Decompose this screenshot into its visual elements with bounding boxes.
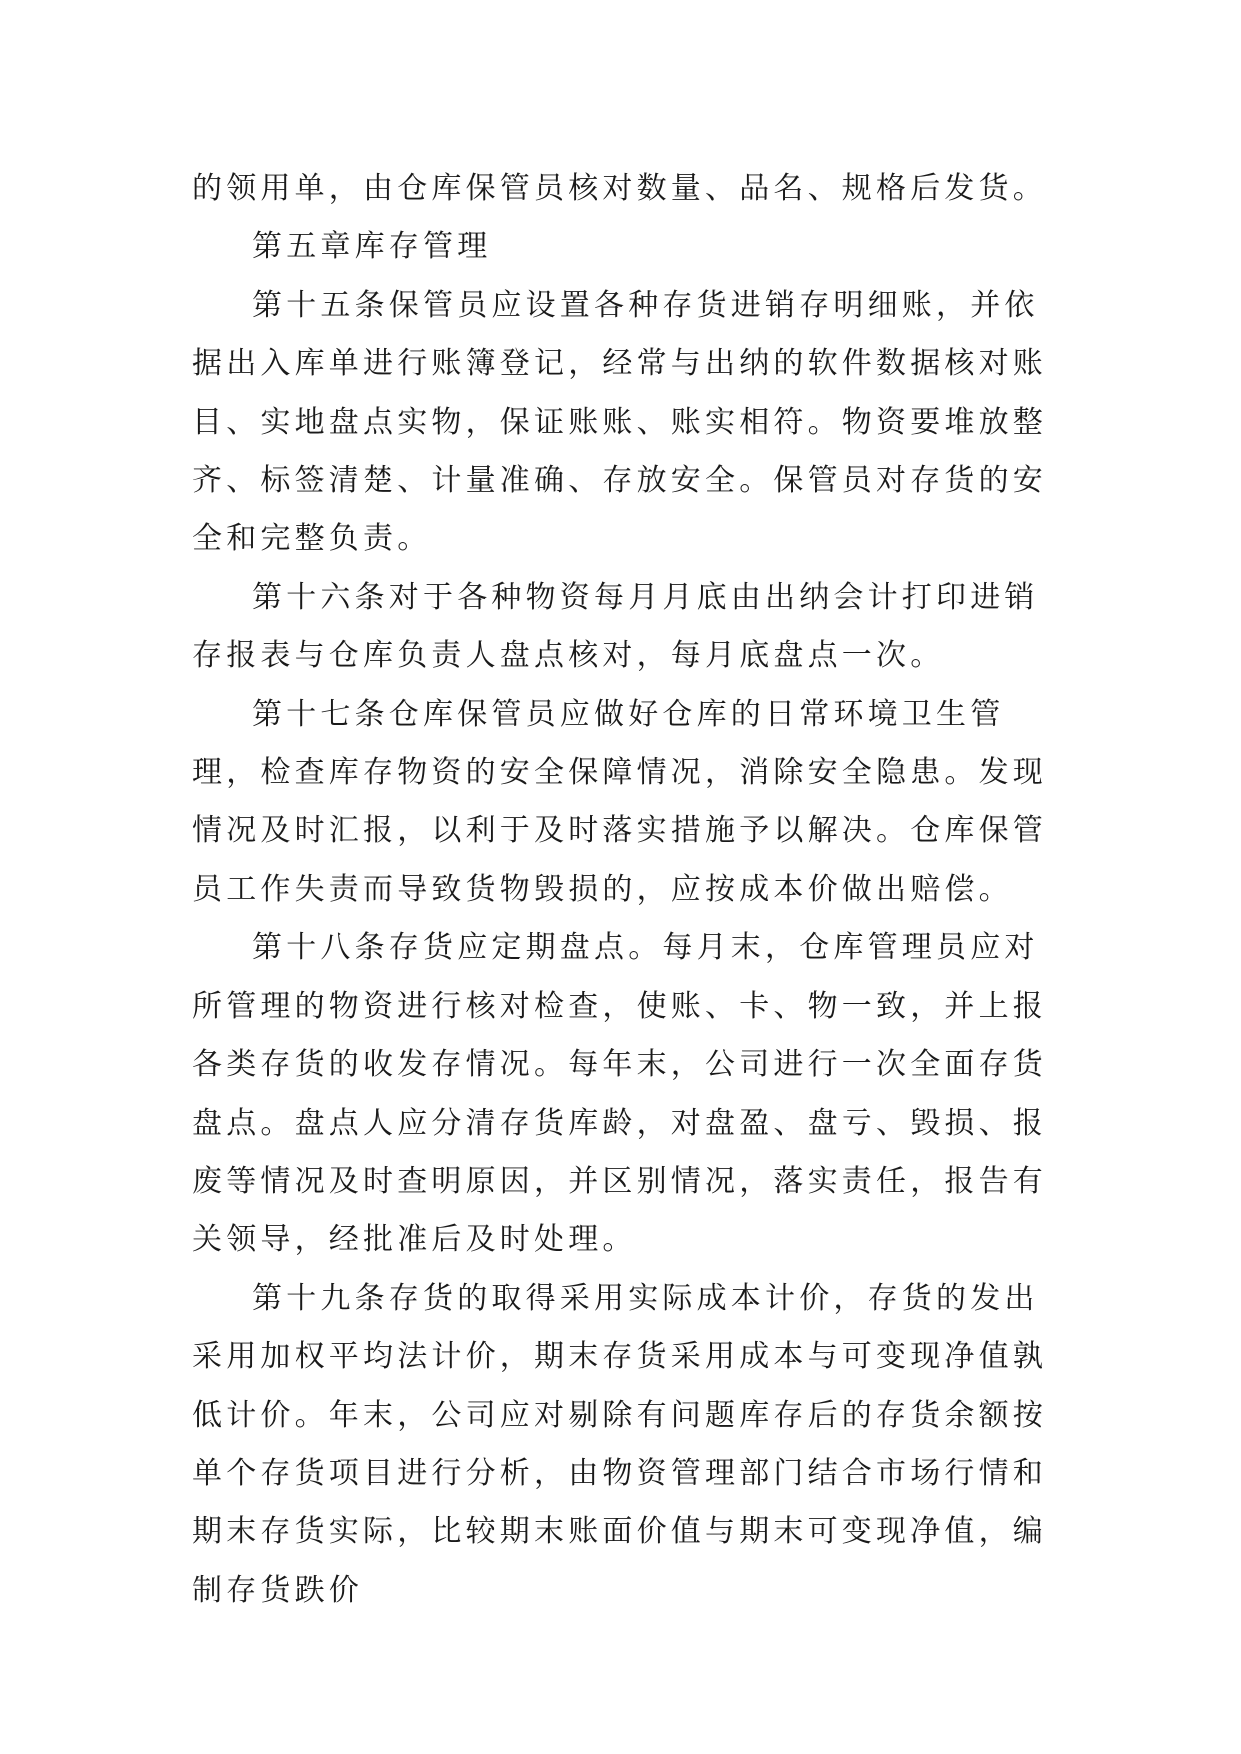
article-18: 第十八条存货应定期盘点。每月末，仓库管理员应对所管理的物资进行核对检查，使账、卡、物一致，并上报各类存货的收发存情况。每年末，公司进行一次全面存货盘点。盘点人应分清存货库龄，对盘盈、盘亏、毁损、报废等情况及时查明原因，并区别情况，落实责任，报告有关领导，经批准后及时处理。 — [192, 930, 1047, 1258]
document-body — [192, 160, 1052, 1620]
article-16: 第十六条对于各种物资每月月底由出纳会计打印进销存报表与仓库负责人盘点核对，每月底盘点一次。 — [192, 579, 1039, 674]
paragraph-continuation: 的领用单，由仓库保管员核对数量、品名、规格后发货。 — [192, 171, 1047, 206]
article-17: 第十七条仓库保管员应做好仓库的日常环境卫生管理，检查库存物资的安全保障情况，消除安全隐患。发现情况及时汇报，以利于及时落实措施予以解决。仓库保管员工作失责而导致货物毁损的，应按成本价做出赔偿。 — [192, 696, 1047, 907]
article-15: 第十五条保管员应设置各种存货进销存明细账，并依据出入库单进行账簿登记，经常与出纳的软件数据核对账目、实地盘点实物，保证账账、账实相符。物资要堆放整齐、标签清楚、计量准确、存放安全。保管员对存货的安全和完整负责。 — [192, 287, 1047, 557]
article-19: 第十九条存货的取得采用实际成本计价，存货的发出采用加权平均法计价，期末存货采用成本与可变现净值孰低计价。年末，公司应对剔除有问题库存后的存货余额按单个存货项目进行分析，由物资管理部门结合市场行情和期末存货实际，比较期末账面价值与期末可变现净值，编制存货跌价 — [192, 1280, 1047, 1608]
chapter-heading: 第五章库存管理 — [252, 229, 492, 265]
